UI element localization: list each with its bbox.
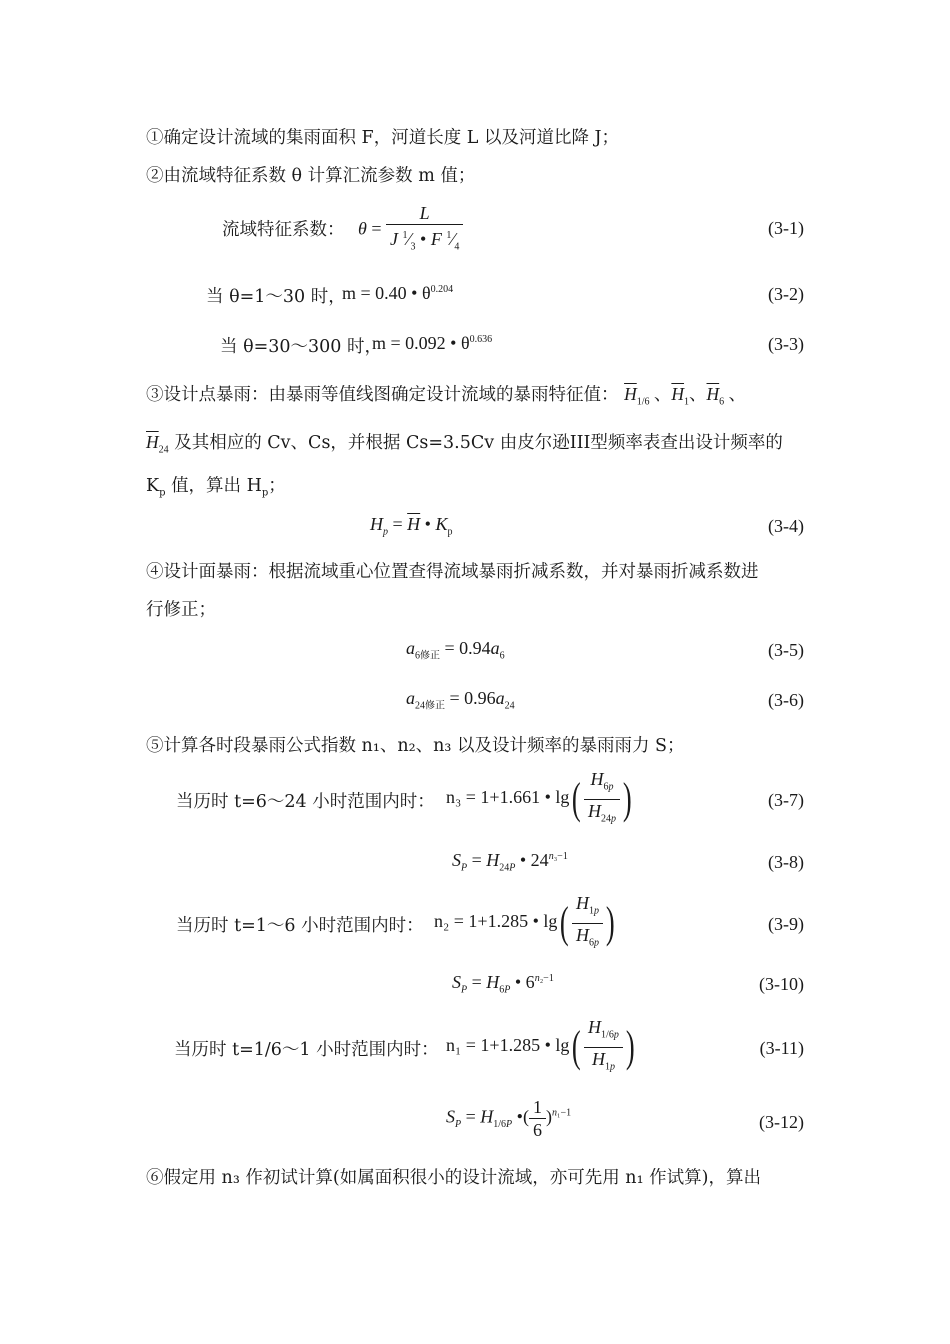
eq2-formula: m = 0.40 • $\theta^{0.204}$ [342, 283, 454, 303]
eq11-number: (3-11) [759, 1038, 804, 1058]
eq10-number: (3-10) [759, 974, 804, 994]
eq11-formula: n₁ = 1+1.285 • lg( $\frac{H_{1/6p}}{H_{1p}}$ ) [446, 1017, 635, 1073]
eq2-label: 当 θ=1～30 时， [206, 287, 346, 307]
equation-3-9 [0, 892, 950, 952]
eq1-number: (3-1) [768, 218, 804, 238]
eq1-label: 流域特征系数： [222, 220, 345, 240]
step-1: ①确定设计流域的集雨面积 F，河道长度 L 以及河道比降 J； [146, 128, 620, 148]
equation-3-11 [0, 1016, 950, 1076]
eq10-formula: $S_P = H_{6P}$ • $6^{n_2-1}$ [452, 972, 554, 996]
step-3-line3: $K_p$ 值，算出 $H_p$； [146, 476, 286, 499]
step-2: ②由流域特征系数 θ 计算汇流参数 m 值； [146, 166, 476, 186]
equation-3-12 [0, 1096, 950, 1156]
eq3-number: (3-3) [768, 334, 804, 354]
step-3-line1: ③设计点暴雨：由暴雨等值线图确定设计流域的暴雨特征值： $\overline{H}_{1/6}$ 、$\overline{H}_1$、$\overline{H}_6$ 、 [146, 384, 747, 408]
eq8-number: (3-8) [768, 852, 804, 872]
eq7-formula: n₃ = 1+1.661 • lg( $\frac{H_{6p}}{H_{24p}}$ ) [446, 769, 632, 825]
eq6-formula: $a_{24修正} = 0.96a_{24}$ [406, 688, 515, 712]
eq5-formula: $a_{6修正} = 0.94a_6$ [406, 638, 505, 662]
step-4-line1: ④设计面暴雨：根据流域重心位置查得流域暴雨折减系数，并对暴雨折减系数进 [146, 562, 759, 582]
eq3-label: 当 θ=30～300 时， [220, 337, 382, 357]
eq8-formula: $S_P = H_{24P}$ • $24^{n_3-1}$ [452, 850, 568, 874]
equation-3-1 [0, 200, 950, 260]
eq12-formula: $S_P = H_{1/6P}$ •( $\frac{1}{6}$ )$^{n_1-1}$ [446, 1097, 572, 1140]
eq9-formula: n₂ = 1+1.285 • lg( $\frac{H_{1p}}{H_{6p}}$ ) [434, 893, 615, 949]
step-5: ⑤计算各时段暴雨公式指数 n₁、n₂、n₃ 以及设计频率的暴雨雨力 S； [146, 736, 685, 756]
eq9-number: (3-9) [768, 914, 804, 934]
step-3-line2: $\overline{H}_{24}$ 及其相应的 Cv、Cs，并根据 Cs=3.5Cv 由皮尔逊III型频率表查出设计频率的 [146, 432, 783, 456]
eq6-number: (3-6) [768, 690, 804, 710]
eq7-label: 当历时 t=6～24 小时范围内时： [176, 792, 435, 812]
eq1-formula: θ = $\frac{L}{J ^1⁄_3 • F ^1⁄_4}$ [358, 202, 463, 259]
eq12-number: (3-12) [759, 1112, 804, 1132]
eq3-formula: m = 0.092 • $\theta^{0.636}$ [372, 333, 493, 353]
eq4-number: (3-4) [768, 516, 804, 536]
eq9-label: 当历时 t=1～6 小时范围内时： [176, 916, 424, 936]
eq7-number: (3-7) [768, 790, 804, 810]
eq11-label: 当历时 t=1/6～1 小时范围内时： [174, 1040, 439, 1060]
step-6: ⑥假定用 n₃ 作初试计算(如属面积很小的设计流域，亦可先用 n₁ 作试算)，算出 [146, 1168, 761, 1188]
eq5-number: (3-5) [768, 640, 804, 660]
equation-3-3 [0, 330, 950, 390]
eq2-number: (3-2) [768, 284, 804, 304]
eq4-formula: $H_p = \overline{H}$ • $K_p$ [370, 514, 453, 538]
step-4-line2: 行修正； [146, 600, 216, 620]
equation-3-7 [0, 768, 950, 828]
